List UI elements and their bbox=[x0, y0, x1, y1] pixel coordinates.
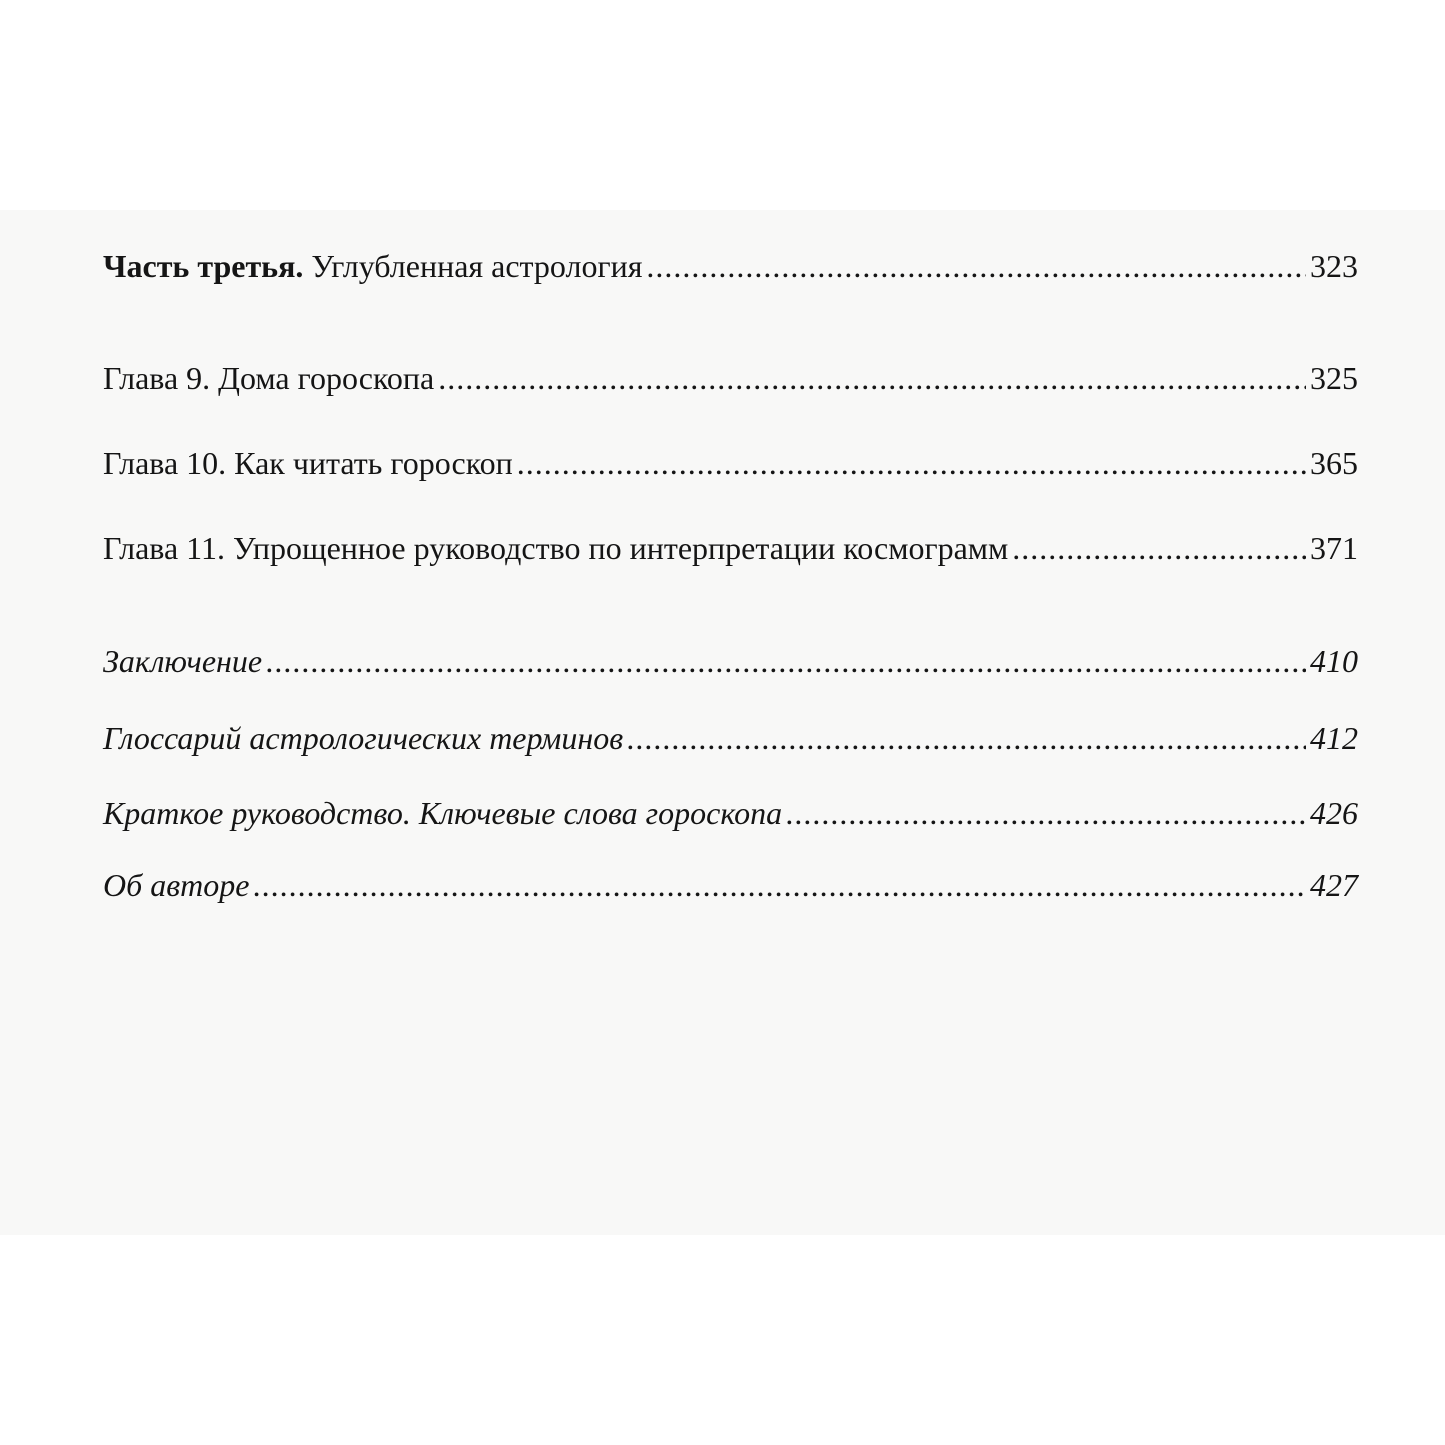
page-number: 426 bbox=[1310, 795, 1358, 831]
dot-leader bbox=[627, 720, 1306, 757]
dot-leader bbox=[646, 248, 1306, 285]
page-number: 412 bbox=[1310, 720, 1358, 756]
toc-entry-appendix bbox=[103, 720, 1358, 757]
page-number: 323 bbox=[1310, 248, 1358, 284]
entry-title: Об авторе bbox=[103, 867, 250, 903]
toc-entry-part-three bbox=[103, 248, 1358, 285]
dot-leader bbox=[438, 360, 1306, 397]
entry-title: Краткое руководство. Ключевые слова гороскопа bbox=[103, 795, 783, 831]
dot-leader bbox=[266, 643, 1306, 680]
toc-entry-chapter bbox=[103, 360, 1358, 397]
toc-entry-chapter bbox=[103, 530, 1358, 567]
dot-leader bbox=[253, 867, 1306, 904]
dot-leader bbox=[1012, 530, 1306, 567]
entry-title: Глоссарий астрологических терминов bbox=[103, 720, 624, 756]
toc-entry-appendix bbox=[103, 867, 1358, 904]
dot-leader bbox=[786, 795, 1306, 832]
entry-title: Глава 11. Упрощенное руководство по интерпретации космограмм bbox=[103, 530, 1009, 566]
page-number: 427 bbox=[1310, 867, 1358, 903]
entry-title: Глава 9. Дома гороскопа bbox=[103, 360, 435, 396]
page-number: 365 bbox=[1310, 445, 1358, 481]
toc-entry-chapter bbox=[103, 445, 1358, 482]
dot-leader bbox=[517, 445, 1306, 482]
entry-title: Заключение bbox=[103, 643, 263, 679]
part-label: Часть третья. Углубленная астрология bbox=[103, 248, 643, 284]
page-number: 325 bbox=[1310, 360, 1358, 396]
toc-entry-appendix bbox=[103, 643, 1358, 680]
page-number: 371 bbox=[1310, 530, 1358, 566]
toc-entry-appendix bbox=[103, 795, 1358, 832]
entry-title: Глава 10. Как читать гороскоп bbox=[103, 445, 513, 481]
page-number: 410 bbox=[1310, 643, 1358, 679]
